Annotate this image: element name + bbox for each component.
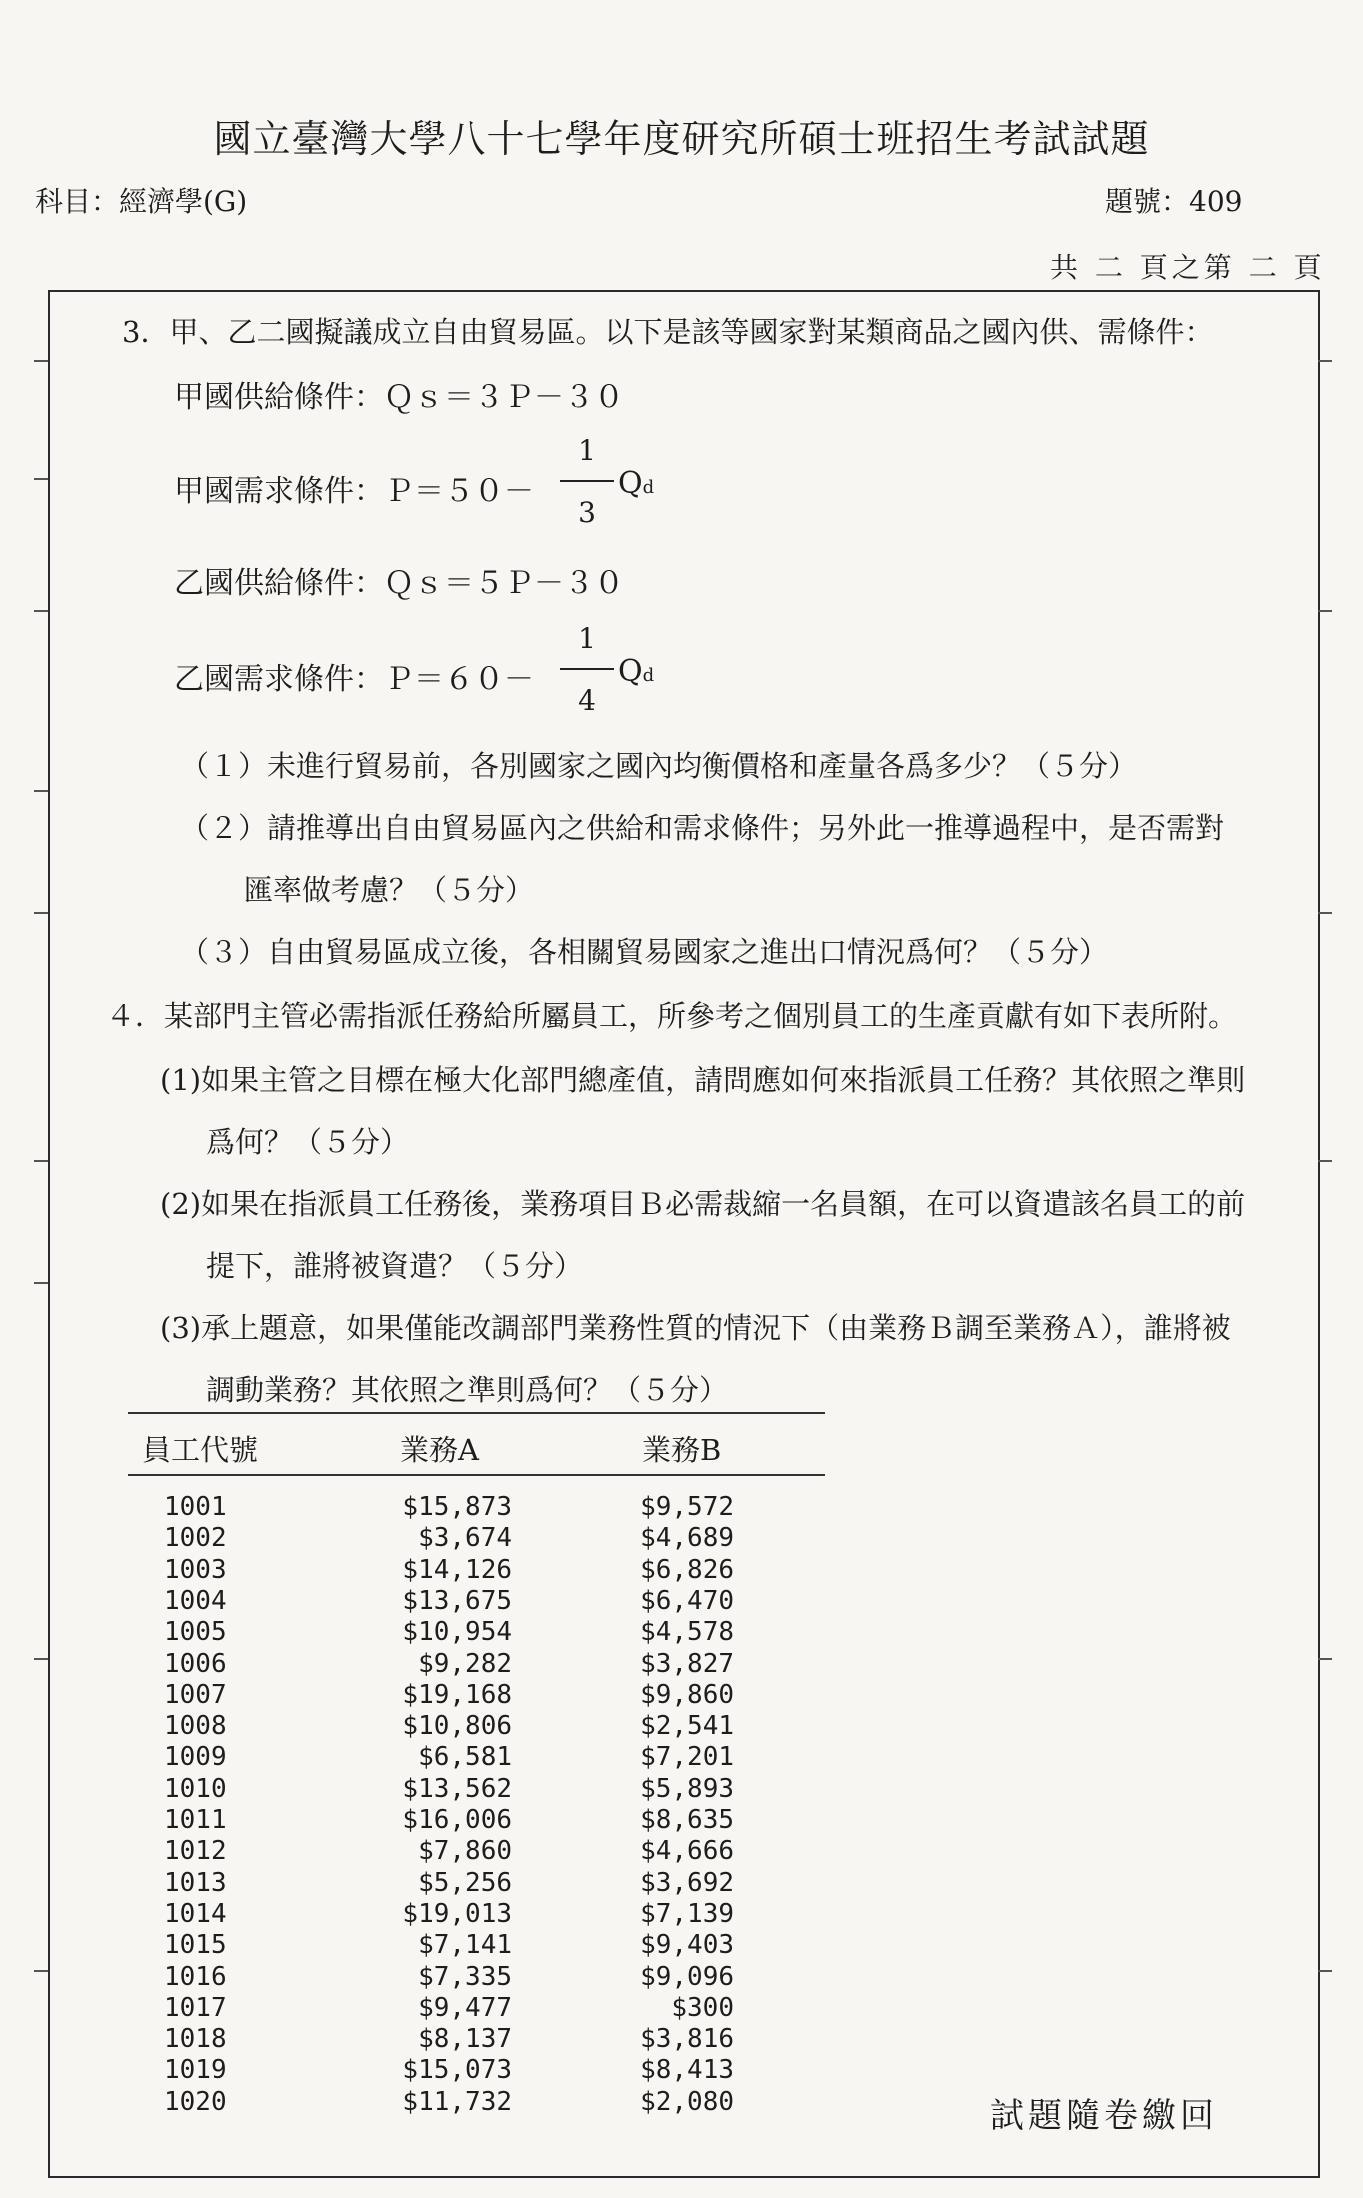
q4-part-2-line-1: (2)如果在指派員工任務後，業務項目Ｂ必需裁縮一名員額，在可以資遣該名員工的前 (160, 1187, 1246, 1221)
cell-task-b: $9,860 (640, 1679, 734, 1710)
q3-a-demand-variable (618, 466, 654, 501)
q4-part-1-line-1: (1)如果主管之目標在極大化部門總產值，請問應如何來指派員工任務？其依照之準則 (160, 1063, 1246, 1097)
margin-tick (34, 360, 48, 362)
margin-tick (34, 1970, 48, 1972)
margin-tick (34, 1160, 48, 1162)
cell-employee-id: 1020 (164, 2086, 227, 2117)
margin-tick (34, 610, 48, 612)
q3-b-demand-var: Q (618, 654, 643, 689)
cell-employee-id: 1019 (164, 2055, 227, 2086)
cell-employee-id: 1013 (164, 1867, 227, 1898)
cell-task-b: $9,403 (640, 1930, 734, 1961)
q3-part-1: （１）未進行貿易前，各別國家之國內均衡價格和產量各爲多少？（５分） (180, 749, 1138, 783)
q3-country-b-supply: 乙國供給條件：Ｑｓ＝５Ｐ－３０ (174, 566, 624, 601)
q4-part-2-line-2: 提下，誰將被資遣？（５分） (206, 1249, 584, 1283)
q4-part-1-line-2: 爲何？（５分） (206, 1125, 410, 1159)
return-note: 試題隨卷繳回 (990, 2096, 1218, 2136)
cell-task-a: $9,282 (418, 1648, 512, 1679)
cell-task-a: $19,168 (402, 1679, 512, 1710)
margin-tick (1318, 610, 1332, 612)
cell-employee-id: 1006 (164, 1648, 227, 1679)
q3-b-demand-subscript: d (642, 665, 655, 686)
cell-task-a: $3,674 (418, 1523, 512, 1554)
cell-employee-id: 1015 (164, 1930, 227, 1961)
cell-task-a: $11,732 (402, 2086, 512, 2117)
cell-task-b: $6,470 (640, 1585, 734, 1616)
cell-employee-id: 1001 (164, 1492, 227, 1522)
cell-employee-id: 1003 (164, 1554, 227, 1585)
cell-employee-id: 1009 (164, 1742, 227, 1773)
q3-part-2-line-2: 匯率做考慮？（５分） (244, 873, 535, 907)
cell-employee-id: 1011 (164, 1805, 227, 1835)
cell-task-a: $7,335 (418, 1961, 512, 1992)
cell-task-a: $15,873 (402, 1492, 512, 1522)
cell-employee-id: 1004 (164, 1585, 227, 1616)
cell-employee-id: 1014 (164, 1898, 227, 1929)
cell-employee-id: 1017 (164, 1992, 227, 2023)
margin-tick (34, 790, 48, 792)
q4-part-3-line-2: 調動業務？其依照之準則爲何？（５分） (206, 1373, 729, 1407)
cell-task-b: $7,139 (640, 1898, 734, 1929)
cell-employee-id: 1002 (164, 1523, 227, 1554)
cell-employee-id: 1007 (164, 1679, 227, 1710)
cell-task-a: $14,126 (402, 1554, 512, 1585)
margin-tick (1318, 1970, 1332, 1972)
cell-task-b: $3,692 (640, 1867, 734, 1898)
cell-task-b: $4,689 (640, 1523, 734, 1554)
cell-task-b: $2,080 (640, 2086, 734, 2117)
cell-task-a: $19,013 (402, 1898, 512, 1929)
cell-task-b: $7,201 (640, 1742, 734, 1773)
margin-tick (34, 1658, 48, 1660)
cell-task-b: $3,827 (640, 1648, 734, 1679)
q3-country-a-demand: 甲國需求條件：Ｐ＝５０－ (174, 474, 534, 509)
margin-tick (1318, 360, 1332, 362)
cell-task-b: $9,096 (640, 1961, 734, 1992)
table-header-rule (128, 1474, 825, 1476)
cell-task-b: $8,413 (640, 2055, 734, 2086)
q3-b-demand-denominator: 4 (578, 684, 596, 717)
cell-task-b: $4,666 (640, 1836, 734, 1867)
cell-employee-id: 1012 (164, 1836, 227, 1867)
margin-tick (34, 912, 48, 914)
table-header-task-a: 業務A (400, 1433, 479, 1467)
cell-task-a: $13,562 (402, 1773, 512, 1804)
cell-task-a: $15,073 (402, 2055, 512, 2086)
cell-task-b: $300 (671, 1992, 734, 2023)
table-top-rule (128, 1412, 825, 1414)
cell-task-a: $5,256 (418, 1867, 512, 1898)
q3-country-a-supply: 甲國供給條件：Ｑｓ＝３Ｐ－３０ (174, 380, 624, 415)
cell-employee-id: 1010 (164, 1773, 227, 1804)
q3-a-demand-var: Q (618, 466, 643, 501)
margin-tick (1318, 1160, 1332, 1162)
cell-task-b: $6,826 (640, 1554, 734, 1585)
table-header-task-b: 業務B (642, 1433, 722, 1467)
cell-task-b: $8,635 (640, 1805, 734, 1835)
cell-task-b: $9,572 (640, 1492, 734, 1522)
page-info: 共 二 頁之第 二 頁 (1050, 251, 1326, 284)
q3-b-demand-numerator: 1 (578, 622, 596, 655)
cell-task-a: $10,954 (402, 1617, 512, 1648)
q4-intro: ４．某部門主管必需指派任務給所屬員工，所參考之個別員工的生產貢獻有如下表所附。 (106, 999, 1238, 1033)
cell-task-a: $13,675 (402, 1585, 512, 1616)
cell-task-a: $10,806 (402, 1711, 512, 1742)
cell-task-b: $2,541 (640, 1711, 734, 1742)
q3-a-demand-fraction-bar (560, 480, 614, 482)
exam-title: 國立臺灣大學八十七學年度研究所碩士班招生考試試題 (213, 117, 1150, 161)
subject-label: 科目：經濟學(G) (35, 185, 248, 218)
cell-task-a: $8,137 (418, 2024, 512, 2055)
cell-task-a: $7,860 (418, 1836, 512, 1867)
cell-employee-id: 1016 (164, 1961, 227, 1992)
margin-tick (1318, 912, 1332, 914)
q3-a-demand-numerator: 1 (578, 434, 596, 467)
cell-employee-id: 1008 (164, 1711, 227, 1742)
question-number: 題號：409 (1105, 185, 1243, 218)
cell-task-b: $3,816 (640, 2024, 734, 2055)
q3-a-demand-subscript: d (642, 477, 655, 498)
cell-task-a: $9,477 (418, 1992, 512, 2023)
cell-employee-id: 1018 (164, 2024, 227, 2055)
q3-b-demand-variable (618, 654, 654, 689)
margin-tick (34, 1282, 48, 1284)
q3-part-3: （３）自由貿易區成立後，各相關貿易國家之進出口情況爲何？（５分） (180, 935, 1109, 969)
q3-intro: 3．甲、乙二國擬議成立自由貿易區。以下是該等國家對某類商品之國內供、需條件： (122, 315, 1214, 349)
cell-task-b: $5,893 (640, 1773, 734, 1804)
q3-country-b-demand: 乙國需求條件：Ｐ＝６０－ (174, 662, 534, 697)
cell-task-a: $7,141 (418, 1930, 512, 1961)
q3-a-demand-denominator: 3 (578, 496, 596, 529)
cell-task-a: $16,006 (402, 1805, 512, 1835)
table-header-employee-id: 員工代號 (142, 1433, 259, 1467)
cell-task-a: $6,581 (418, 1742, 512, 1773)
cell-task-b: $4,578 (640, 1617, 734, 1648)
cell-employee-id: 1005 (164, 1617, 227, 1648)
q3-b-demand-fraction-bar (560, 668, 614, 670)
margin-tick (34, 478, 48, 480)
q3-part-2-line-1: （２）請推導出自由貿易區內之供給和需求條件；另外此一推導過程中，是否需對 (180, 811, 1225, 845)
q4-part-3-line-1: (3)承上題意，如果僅能改調部門業務性質的情況下（由業務Ｂ調至業務Ａ），誰將被 (160, 1311, 1231, 1345)
margin-tick (1318, 1658, 1332, 1660)
